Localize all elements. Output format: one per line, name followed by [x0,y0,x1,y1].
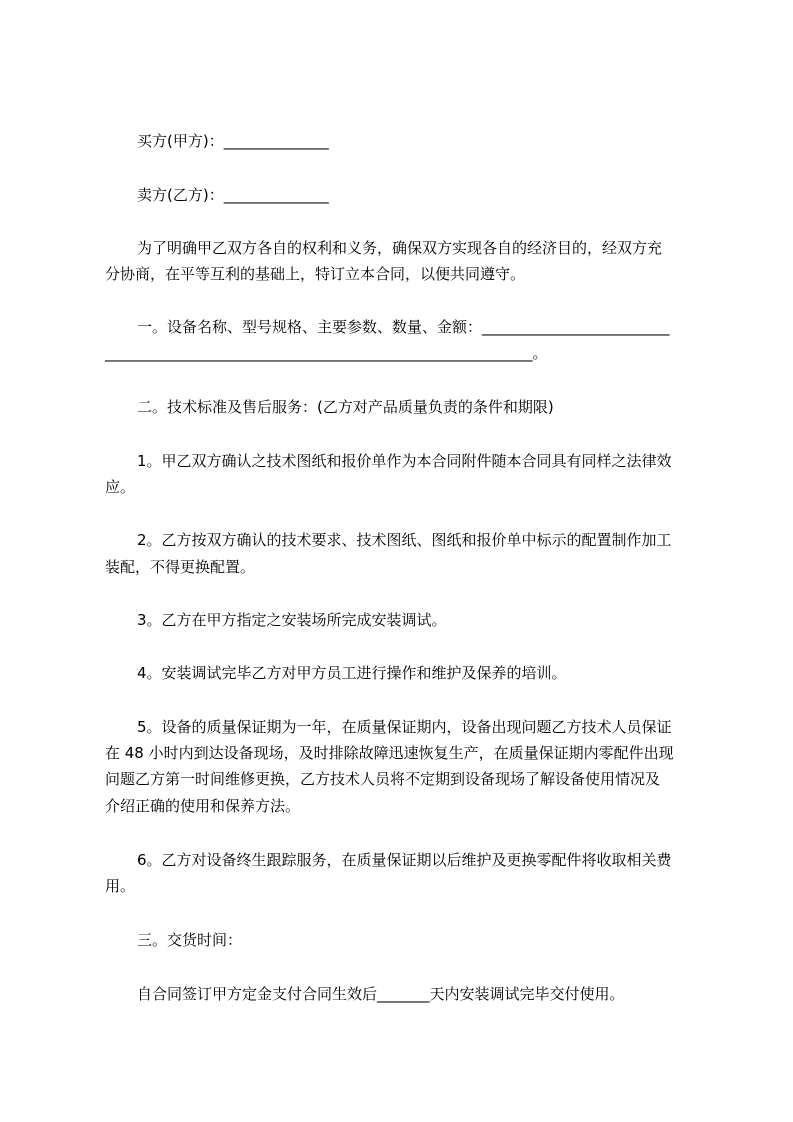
section2-item2-line-1: 2。乙方按双方确认的技术要求、技术图纸、图纸和报价单中标示的配置制作加工 [137,531,672,549]
section3-body: 自合同签订甲方定金支付合同生效后_______天内安装调试完毕交付使用。 [137,985,625,1003]
section2-item6-line-1: 6。乙方对设备终生跟踪服务，在质量保证期以后维护及更换零配件将收取相关费 [137,851,672,869]
section2-item1-line-1: 1。甲乙双方确认之技术图纸和报价单作为本合同附件随本合同具有同样之法律效 [137,452,672,470]
buyer-line: 买方(甲方)：______________ [137,132,329,150]
section2-item5-line-1: 5。设备的质量保证期为一年，在质量保证期内，设备出现问题乙方技术人员保证 [137,718,672,736]
section2-item5-line-4: 介绍正确的使用和保养方法。 [105,797,301,815]
section2-item6-line-2: 用。 [105,877,136,895]
section1-line-2: _________________________________________________________。 [105,344,548,362]
section2-item2-line-2: 装配，不得更换配置。 [105,558,256,576]
section1-line-1: 一。设备名称、型号规格、主要参数、数量、金额：_________________________ [137,318,670,336]
seller-line: 卖方(乙方)：______________ [137,186,329,204]
section2-heading: 二。技术标准及售后服务：(乙方对产品质量负责的条件和期限) [137,398,554,416]
section2-item1-line-2: 应。 [105,478,136,496]
section3-heading: 三。交货时间： [137,931,243,949]
intro-line-2: 分协商，在平等互利的基础上，特订立本合同，以便共同遵守。 [105,265,526,283]
section2-item3: 3。乙方在甲方指定之安装场所完成安装调试。 [137,611,447,629]
section2-item5-line-2: 在 48 小时内到达设备现场，及时排除故障迅速恢复生产，在质量保证期内零配件出现 [105,744,674,762]
intro-line-1: 为了明确甲乙双方各自的权利和义务，确保双方实现各自的经济目的，经双方充 [137,239,663,257]
section2-item4: 4。安装调试完毕乙方对甲方员工进行操作和维护及保养的培训。 [137,664,567,682]
section2-item5-line-3: 问题乙方第一时间维修更换，乙方技术人员将不定期到设备现场了解设备使用情况及 [105,770,661,788]
